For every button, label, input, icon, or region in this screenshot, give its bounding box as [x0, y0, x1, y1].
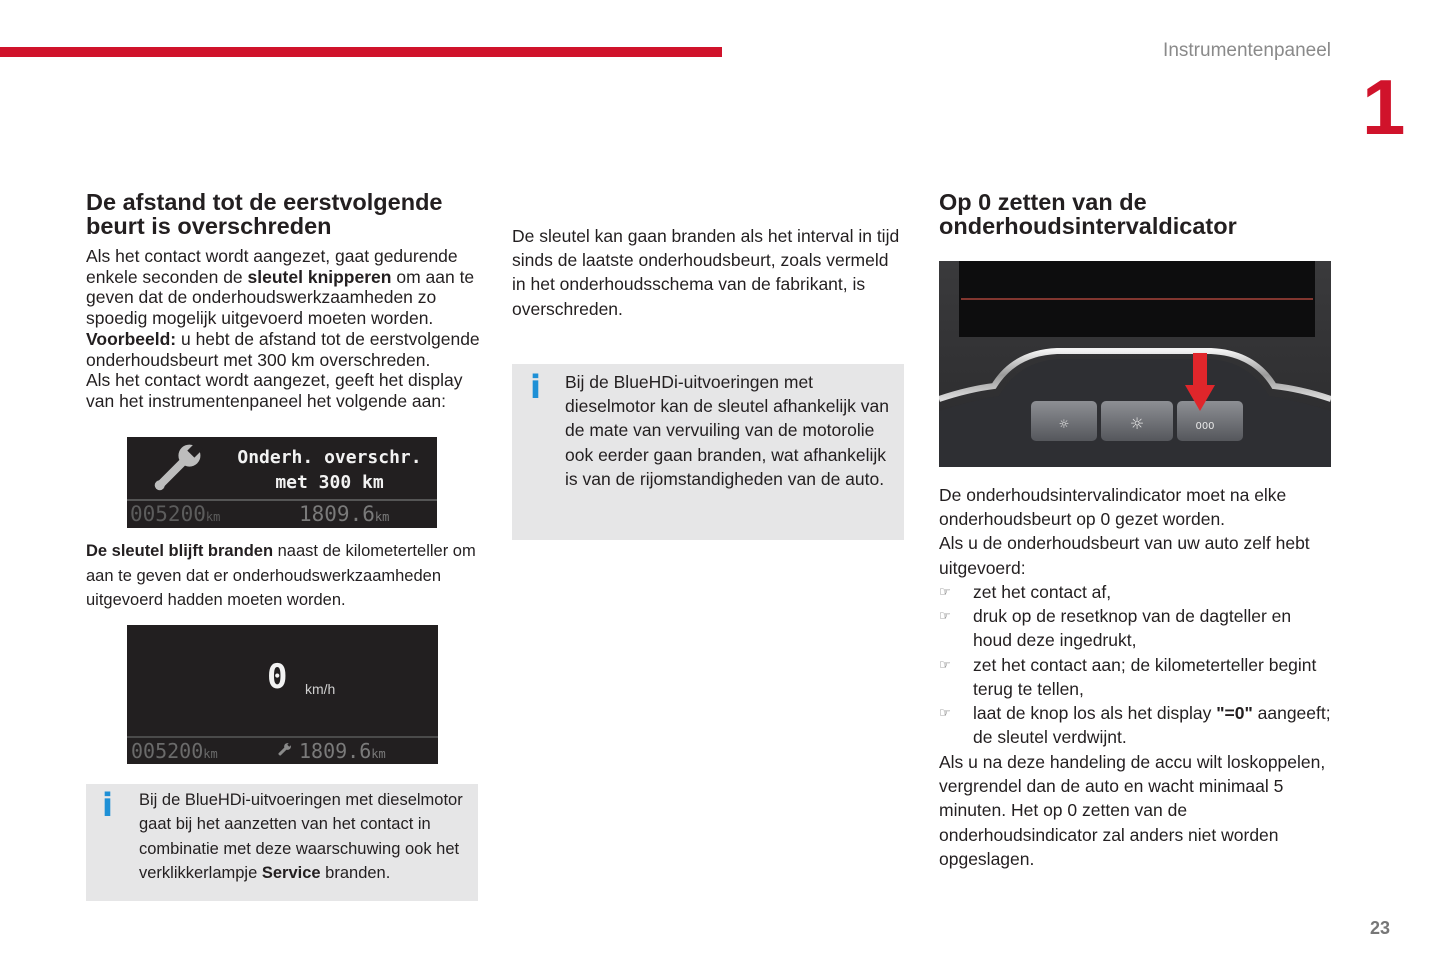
odometer-unit: km: [205, 510, 221, 524]
info-text-a: Bij de BlueHDi-uitvoeringen met dieselmotor gaat bij het aanzetten van het contact in combinatie met deze waarschuwing ook het verklikkerlampje: [139, 791, 463, 883]
info-text-b: branden.: [320, 864, 391, 883]
reset-step: [939, 653, 1331, 701]
middle-paragraph: De sleutel kan gaan branden als het interval in tijd sinds de laatste onderhoudsbeurt, zoals vermeld in het onderhoudsschema van de fabrikant, is overschreden.: [512, 226, 900, 319]
info-text: [139, 788, 474, 886]
info-box-bluehdi: [512, 364, 904, 540]
reset-intro-line: De onderhoudsintervalindicator moet na elke onderhoudsbeurt op 0 gezet worden.: [939, 485, 1287, 530]
info-text-bold: Service: [261, 864, 321, 883]
odometer-value: 005200: [131, 739, 204, 763]
reset-step-text-b: aangeeft; de sleutel verdwijnt.: [973, 703, 1331, 748]
speed-value: 0: [267, 657, 288, 697]
right-heading: Op 0 zetten van de onderhoudsintervaldicator: [939, 189, 1237, 239]
trip-unit: km: [374, 510, 390, 524]
header-accent-bar: [0, 47, 722, 57]
trip-unit: km: [371, 747, 386, 761]
odometer-value: 005200: [130, 502, 206, 526]
example-label: Voorbeeld:: [86, 328, 177, 349]
reset-step-bold: "=0": [1216, 703, 1253, 724]
svg-text:☼: ☼: [1129, 414, 1145, 433]
trip-reading: [299, 502, 389, 526]
reset-steps-list: [939, 580, 1331, 749]
trip-value: 1809.6: [299, 739, 372, 763]
reset-step-text: druk op de resetknop van de dagteller en houd deze ingedrukt,: [973, 606, 1292, 651]
odometer-unit: km: [203, 747, 218, 761]
pointing-hand-icon: ☞: [939, 584, 951, 599]
pointing-hand-icon: ☞: [939, 705, 951, 721]
reset-intro-line2: Als u de onderhoudsbeurt van uw auto zelf hebt uitgevoerd:: [939, 533, 1310, 578]
reset-step-text: zet het contact aan; de kilometerteller begint terug te tellen,: [973, 654, 1317, 699]
odometer-reading: [131, 739, 218, 763]
dashboard-photo-illustration: [939, 261, 1331, 467]
info-box-service-lamp: [86, 784, 478, 901]
wrench-icon: [141, 443, 211, 495]
left-intro-text-a: Als het contact wordt aangezet, gaat gedurende enkele seconden de: [86, 246, 458, 287]
left-intro-text-c: Als het contact wordt aangezet, geeft het display van het instrumentenpaneel het volgende aan:: [86, 370, 463, 411]
display-divider: [127, 736, 438, 738]
pointing-hand-icon: ☞: [939, 608, 951, 624]
key-stays-lit-paragraph: [86, 539, 486, 613]
key-stays-lit-text: naast de kilometerteller om aan te geven dat er onderhoudswerkzaamheden uitgevoerd hadden moeten worden.: [86, 542, 476, 609]
reset-button-label: 000: [1195, 421, 1215, 432]
odometer-reading: [130, 502, 220, 526]
left-heading: De afstand tot de eerstvolgende beurt is overschreden: [86, 189, 443, 239]
reset-step: [939, 604, 1331, 652]
closing-paragraph: Als u na deze handeling de accu wilt loskoppelen, vergrendel dan de auto en wacht minimaal 5 minuten. Het op 0 zetten van de onderhoudsindicator zal anders niet worden opgeslagen.: [939, 752, 1326, 869]
info-icon: i: [102, 786, 113, 824]
info-text: Bij de BlueHDi-uitvoeringen met dieselmotor kan de sleutel afhankelijk van de mate van vervuiling van de motorolie ook eerder gaan branden, wat afhankelijk is van de rijomstandigheden van de auto.: [565, 372, 889, 489]
display-divider: [127, 499, 437, 501]
wrench-icon: [275, 741, 293, 759]
reset-step-text: zet het contact af,: [973, 582, 1112, 602]
chapter-number: 1: [1362, 63, 1406, 151]
reset-step-text-a: laat de knop los als het display: [973, 703, 1217, 724]
page-number: 23: [1370, 918, 1391, 938]
example-text: u hebt de afstand tot de eerstvolgende onderhoudsbeurt met 300 km overschreden.: [86, 328, 480, 370]
info-icon: i: [530, 368, 541, 406]
trip-value: 1809.6: [299, 502, 375, 526]
instrument-display-warning: [127, 437, 437, 528]
instrument-display-speed: [127, 625, 438, 764]
section-title: Instrumentenpaneel: [1163, 40, 1331, 61]
reset-intro-paragraph: [939, 483, 1331, 580]
reset-step: [939, 580, 1331, 604]
left-intro-bold: sleutel knipperen: [247, 266, 392, 287]
display-message-line1: Onderh. overschr.: [237, 447, 422, 468]
pointing-hand-icon: ☞: [939, 656, 951, 672]
reset-step: [939, 701, 1331, 749]
trip-reading: [299, 739, 386, 763]
svg-text:☼: ☼: [1058, 417, 1070, 431]
reset-button-photo: [939, 261, 1331, 467]
speed-unit: km/h: [305, 681, 336, 697]
key-stays-lit-bold: De sleutel blijft branden: [86, 542, 274, 560]
left-intro-text-b: om aan te geven dat de onderhoudswerkzaamheden zo spoedig mogelijk uitgevoerd moeten worden.: [86, 266, 475, 329]
display-message: [227, 445, 432, 495]
left-intro-paragraph: [86, 246, 486, 412]
display-message-line2: met 300 km: [275, 472, 384, 493]
